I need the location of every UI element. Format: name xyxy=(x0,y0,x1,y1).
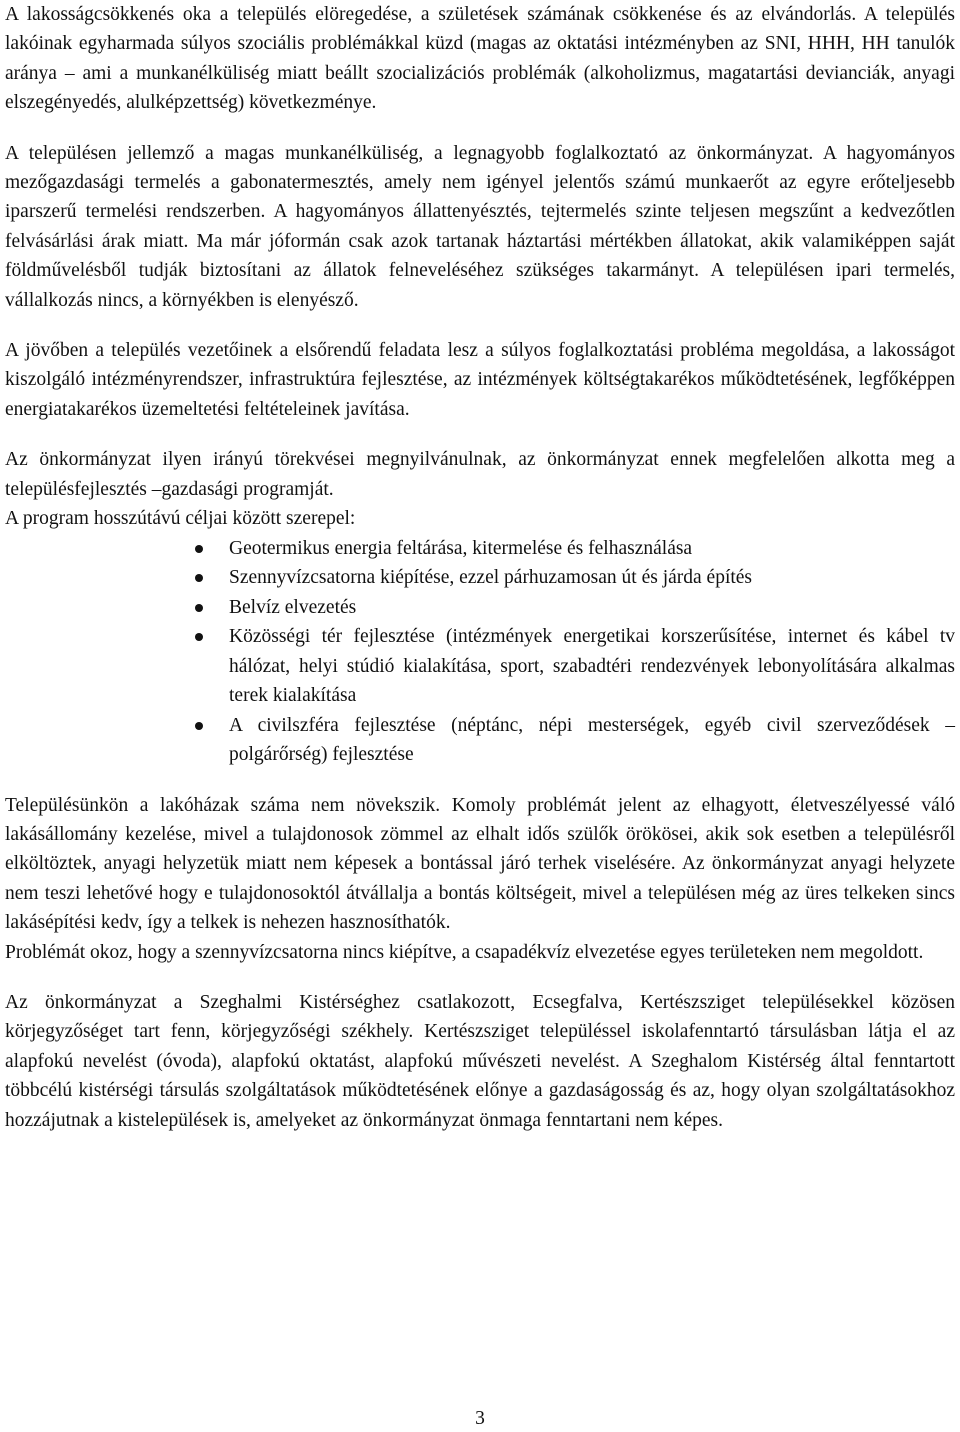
paragraph-program-goals-intro: A program hosszútávú céljai között szerepel: xyxy=(5,508,356,530)
bullet-icon xyxy=(195,545,203,553)
page-number: 3 xyxy=(475,1408,485,1429)
paragraph-development-program: Az önkormányzat ilyen irányú törekvései megnyilvánulnak, az önkormányzat ennek megfelelően alkotta meg a településfejlesztés –gazdasági programját. xyxy=(5,449,955,500)
paragraph-housing: Településünkön a lakóházak száma nem növekszik. Komoly problémát jelent az elhagyott, életveszélyessé váló lakásállomány kezelése, mivel a tulajdonosok zömmel az elhalt idős szülők örökösei, akik sok esetben a településről elköltöztek, anyagi helyzetük miatt nem képesek a bontással járó terhek viselésére. Az önkormányzat anyagi helyzete nem teszi lehetővé hogy e tulajdonosoktól átvállalja a bontás költségeit, mivel a településen még az üres telkeken sincs lakásépítési kedv, így a telkek is nehezen hasznosíthatók. xyxy=(5,794,955,934)
goal-text: Szennyvízcsatorna kiépítése, ezzel párhuzamosan út és járda építés xyxy=(229,567,753,588)
program-goals-list xyxy=(5,534,955,770)
list-item xyxy=(5,563,955,593)
bullet-icon xyxy=(195,604,203,612)
paragraph-microregion: Az önkormányzat a Szeghalmi Kistérséghez csatlakozott, Ecsegfalva, Kertészsziget településekkel közösen körjegyzőséget tart fenn, körjegyzőségi székhely. Kertészsziget településsel iskolafenntartó társulásban látja el az alapfokú nevelést (óvoda), alapfokú oktatást, alapfokú művészeti nevelést. A Szeghalom Kistérség által fenntartott többcélú kistérségi társulás szolgáltatások működtetésének előnye a gazdaságosság és az, hogy olyan szolgáltatásokhoz hozzájutnak a kistelepülések is, amelyeket az önkormányzat önmaga fenntartani nem képes. xyxy=(5,991,955,1131)
document-page xyxy=(5,0,955,1135)
list-item xyxy=(5,534,955,564)
goal-text: Geotermikus energia feltárása, kitermelése és felhasználása xyxy=(229,537,693,559)
paragraph-future-tasks: A jövőben a település vezetőinek a elsőrendű feladata lesz a súlyos foglalkoztatási probléma megoldása, a lakosságot kiszolgáló intézményrendszer, infrastruktúra fejlesztése, az intézmények költségtakarékos működtetésének, legfőképpen energiatakarékos üzemeltetési feltételeinek javítása. xyxy=(5,340,955,420)
bullet-icon xyxy=(195,633,203,641)
bullet-icon xyxy=(195,722,203,730)
paragraph-unemployment: A településen jellemző a magas munkanélküliség, a legnagyobb foglalkoztató az önkormányzat. A hagyományos mezőgazdasági termelés a gabonatermesztés, amely nem igényel jelentős számú munkaerőt az egyre erőteljesebb iparszerű termelési rendszerben. A hagyományos állattenyésztés, tejtermelés szinte teljesen megszűnt a kedvezőtlen felvásárlási árak miatt. Ma már jóformán csak azok tartanak háztartási mértékben állatokat, akik valamiképpen saját földművelésből tudják biztosítani az állatok felneveléséhez szükséges takarmányt. A településen ipari termelés, vállalkozás nincs, a környékben is elenyésző. xyxy=(5,142,955,311)
bullet-icon xyxy=(195,574,203,582)
goal-text: Közösségi tér fejlesztése (intézmények energetikai korszerűsítése, internet és kábel tv hálózat, helyi stúdió kialakítása, sport, szabadtéri rendezvények lebonyolítására alkalmas terek kialakítása xyxy=(229,626,955,706)
list-item xyxy=(5,622,955,711)
goal-text: Belvíz elvezetés xyxy=(229,596,357,618)
goal-text: A civilszféra fejlesztése (néptánc, népi mesterségek, egyéb civil szerveződések – polgárőrség) fejlesztése xyxy=(229,714,955,765)
list-item xyxy=(5,593,955,623)
paragraph-depopulation: A lakosságcsökkenés oka a település elöregedése, a születések számának csökkenése és az elvándorlás. A település lakóinak egyharmada súlyos szociális problémákkal küzd (magas az oktatási intézményben az SNI, HHH, HH tanulók aránya – ami a munkanélküliség miatt beállt szocializációs problémák (alkoholizmus, magatartási devianciák, anyagi elszegényedés, alulképzettség) következménye. xyxy=(5,4,955,114)
list-item xyxy=(5,711,955,770)
paragraph-sewage: Problémát okoz, hogy a szennyvízcsatorna nincs kiépítve, a csapadékvíz elvezetése egyes területeken nem megoldott. xyxy=(5,941,924,963)
